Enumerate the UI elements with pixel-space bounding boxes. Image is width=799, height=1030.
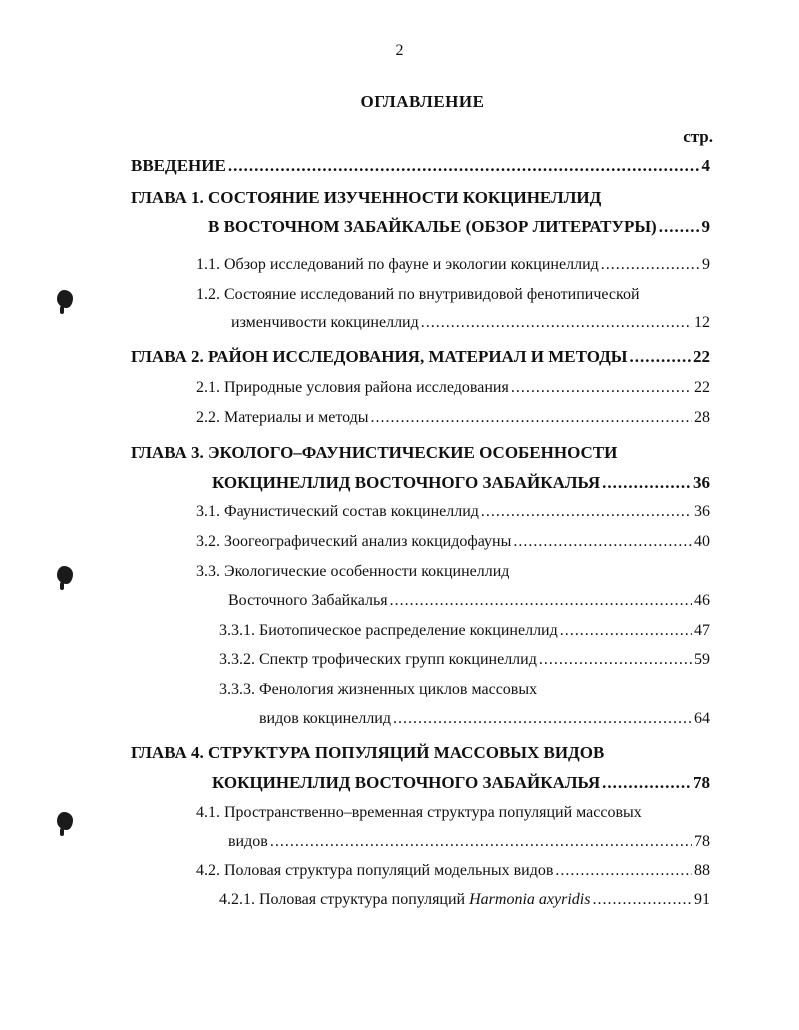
entry-page: 40 [694, 533, 710, 550]
toc-chapter-4-title: ГЛАВА 4. СТРУКТУРА ПОПУЛЯЦИЙ МАССОВЫХ ВИДОВ [131, 743, 605, 762]
toc-section-4-1-title: 4.1. Пространственно–временная структура популяций массовых [196, 804, 642, 821]
entry-page: 64 [694, 710, 710, 727]
entry-page: 36 [693, 473, 710, 492]
entry-label [219, 891, 590, 909]
toc-entry-chapter-3 [212, 473, 710, 493]
entry-page: 46 [694, 592, 710, 609]
toc-entry-2-2 [196, 409, 710, 427]
entry-label: видов [228, 833, 268, 850]
entry-page: 91 [694, 891, 710, 908]
leader-dots [390, 592, 692, 610]
toc-entry-2-1 [196, 379, 710, 397]
leader-dots [592, 891, 692, 909]
entry-page: 36 [694, 503, 710, 520]
toc-entry-3-3-2 [219, 651, 710, 669]
leader-dots [560, 622, 692, 640]
entry-page: 28 [694, 409, 710, 426]
toc-entry-intro [131, 156, 710, 176]
leader-dots [228, 156, 700, 176]
toc-entry-3-3 [228, 592, 710, 610]
leader-dots [539, 651, 692, 669]
entry-page: 78 [694, 833, 710, 850]
entry-label: КОКЦИНЕЛЛИД ВОСТОЧНОГО ЗАБАЙКАЛЬЯ [212, 773, 601, 792]
entry-page: 12 [694, 314, 710, 331]
leader-dots [513, 533, 692, 551]
leader-dots [270, 833, 692, 851]
toc-entry-chapter-1 [208, 217, 710, 237]
toc-chapter-3-title: ГЛАВА 3. ЭКОЛОГО–ФАУНИСТИЧЕСКИЕ ОСОБЕННОСТИ [131, 443, 618, 462]
toc-entry-chapter-2 [131, 347, 710, 367]
entry-page: 59 [694, 651, 710, 668]
binding-hole-mark [57, 812, 73, 830]
entry-label: В ВОСТОЧНОМ ЗАБАЙКАЛЬЕ (ОБЗОР ЛИТЕРАТУРЫ) [208, 217, 657, 236]
leader-dots [421, 314, 692, 332]
entry-page: 22 [693, 347, 710, 366]
entry-page: 4 [701, 156, 710, 175]
entry-page: 9 [702, 256, 710, 273]
toc-section-3-3-title: 3.3. Экологические особенности кокцинеллид [196, 563, 510, 580]
toc-entry-4-2-1 [219, 891, 710, 909]
entry-page: 88 [694, 862, 710, 879]
toc-entry-3-3-3 [259, 710, 710, 728]
entry-label: ВВЕДЕНИЕ [131, 156, 226, 175]
entry-page: 22 [694, 379, 710, 396]
entry-label: КОКЦИНЕЛЛИД ВОСТОЧНОГО ЗАБАЙКАЛЬЯ [212, 473, 601, 492]
entry-page: 78 [693, 773, 710, 792]
entry-label: ГЛАВА 2. РАЙОН ИССЛЕДОВАНИЯ, МАТЕРИАЛ И МЕТОДЫ [131, 347, 628, 366]
leader-dots [659, 217, 700, 237]
species-name: Harmonia axyridis [469, 891, 591, 908]
toc-entry-4-2 [196, 862, 710, 880]
entry-label: 3.2. Зоогеографический анализ кокцидофауны [196, 533, 512, 550]
toc-entry-3-3-1 [219, 622, 710, 640]
toc-chapter-1-title: ГЛАВА 1. СОСТОЯНИЕ ИЗУЧЕННОСТИ КОКЦИНЕЛЛИД [131, 188, 602, 207]
binding-hole-mark [57, 290, 73, 308]
leader-dots [481, 503, 692, 521]
binding-hole-mark [57, 566, 73, 584]
toc-entry-3-2 [196, 533, 710, 551]
entry-label: Восточного Забайкалья [228, 592, 388, 609]
entry-label: 3.1. Фаунистический состав кокцинеллид [196, 503, 479, 520]
leader-dots [511, 379, 692, 397]
entry-label: 2.2. Материалы и методы [196, 409, 369, 426]
leader-dots [602, 773, 691, 793]
page-number: 2 [395, 42, 404, 59]
entry-label: 2.1. Природные условия района исследования [196, 379, 509, 396]
toc-entry-3-1 [196, 503, 710, 521]
page-column-label: стр. [683, 127, 713, 146]
entry-label: 1.1. Обзор исследований по фауне и экологии кокцинеллид [196, 256, 599, 273]
entry-label-text: 4.2.1. Половая структура популяций [219, 891, 466, 908]
leader-dots [393, 710, 692, 728]
toc-entry-1-1 [196, 256, 710, 274]
entry-label: видов кокцинеллид [259, 710, 392, 727]
entry-label: 3.3.1. Биотопическое распределение кокцинеллид [219, 622, 558, 639]
entry-label: изменчивости кокцинеллид [231, 314, 419, 331]
entry-page: 9 [701, 217, 710, 236]
toc-title: ОГЛАВЛЕНИЕ [360, 92, 485, 111]
leader-dots [371, 409, 692, 427]
toc-section-1-2-title: 1.2. Состояние исследований по внутривидовой фенотипической [196, 286, 640, 303]
entry-label: 3.3.2. Спектр трофических групп кокцинеллид [219, 651, 537, 668]
toc-section-3-3-3-title: 3.3.3. Фенология жизненных циклов массовых [219, 681, 538, 698]
toc-entry-1-2 [231, 314, 710, 332]
entry-page: 47 [694, 622, 710, 639]
leader-dots [602, 473, 691, 493]
toc-entry-4-1 [228, 833, 710, 851]
leader-dots [601, 256, 700, 274]
leader-dots [555, 862, 692, 880]
entry-label: 4.2. Половая структура популяций модельных видов [196, 862, 554, 879]
toc-entry-chapter-4 [212, 773, 710, 793]
leader-dots [630, 347, 692, 367]
